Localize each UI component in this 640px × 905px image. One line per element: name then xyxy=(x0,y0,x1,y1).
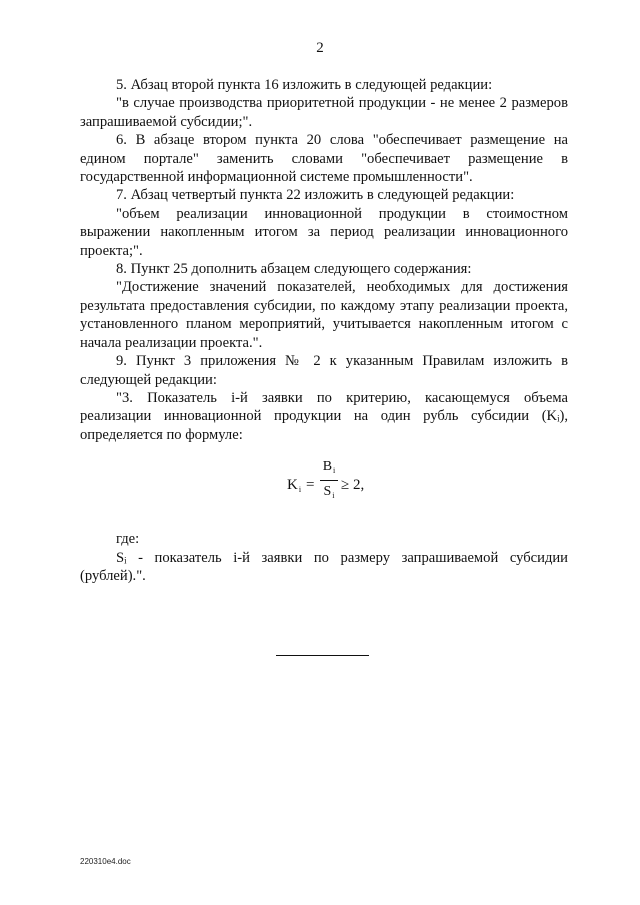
formula-inequality: ≥ 2, xyxy=(341,477,365,494)
fraction-bar xyxy=(320,480,338,481)
page-number: 2 xyxy=(316,40,324,56)
paragraph-item-5-text: "в случае производства приоритетной продукции - не менее 2 размеров запрашиваемой субсидии;". xyxy=(80,95,568,130)
definition-s-i: Sᵢ - показатель i-й заявки по размеру запрашиваемой субсидии (рублей).". xyxy=(80,549,568,584)
paragraph-item-7-text: "объем реализации инновационной продукции в стоимостном выражении накопленным итогом за период реализации инновационного проекта;". xyxy=(80,205,568,259)
spacer xyxy=(80,522,568,530)
formula-denominator: $S_i$ xyxy=(323,484,335,501)
formula-lhs: $K_i$ xyxy=(287,477,302,495)
paragraph-item-8: 8. Пункт 25 дополнить абзацем следующего содержания: xyxy=(116,261,472,278)
where-label: где: xyxy=(116,531,140,548)
paragraph-item-8-text: "Достижение значений показателей, необходимых для достижения результата предоставления субсидии, по каждому этапу реализации проекта, установленного планом мероприятий, учитывается накопленным итогом с начала реализации проекта.". xyxy=(80,279,568,351)
paragraph-item-9-text: "3. Показатель i-й заявки по критерию, касающемуся объема реализации инновационной продукции на один рубль субсидии (Kᵢ), определяется по формуле: xyxy=(80,389,568,443)
formula-equals: = xyxy=(306,477,315,494)
paragraph-item-5: 5. Абзац второй пункта 16 изложить в следующей редакции: xyxy=(116,77,493,93)
paragraph-item-7: 7. Абзац четвертый пункта 22 изложить в следующей редакции: xyxy=(116,187,515,204)
document-body xyxy=(80,76,568,585)
formula-fraction xyxy=(320,459,338,505)
formula xyxy=(80,452,568,522)
paragraph-item-6: 6. В абзаце втором пункта 20 слова "обеспечивает размещение на едином портале" заменить словами "обеспечивает размещение в государственной информационной системе промышленности". xyxy=(80,132,568,186)
end-of-document-rule xyxy=(276,655,369,656)
paragraph-item-9: 9. Пункт 3 приложения № 2 к указанным Правилам изложить в следующей редакции: xyxy=(80,353,568,388)
footer-file-code: 220310e4.doc xyxy=(80,857,131,866)
formula-numerator: $B_i$ xyxy=(322,459,336,476)
